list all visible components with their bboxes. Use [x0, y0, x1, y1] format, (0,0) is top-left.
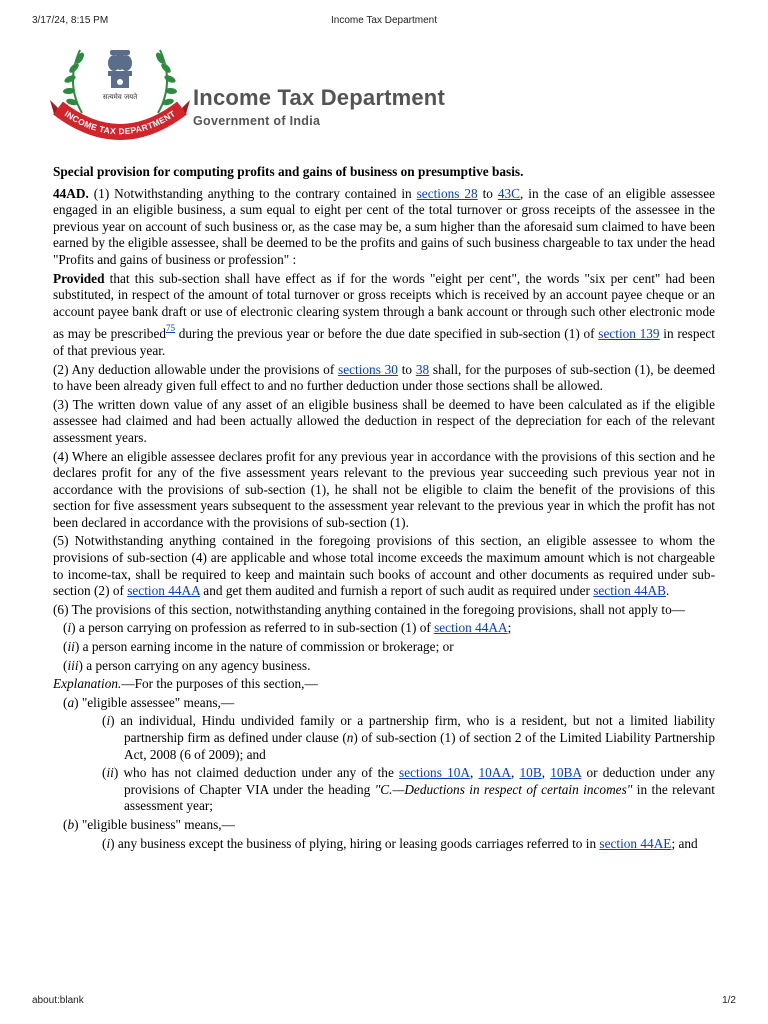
- logo-motto: सत्यमेव जयते: [102, 93, 138, 101]
- clause-6-ii: (ii) a person earning income in the nature of commission or brokerage; or: [63, 639, 454, 655]
- department-logo: [50, 38, 190, 148]
- sub-section-3: (3) The written down value of any asset of an eligible business shall be deemed to have been calculated as if the eligible assessee had claimed and had been actually allowed the deduction in respect of the depreciation for each of the relevant assessment years.: [53, 396, 715, 445]
- link-10aa[interactable]: 10AA: [478, 765, 512, 781]
- link-section-139[interactable]: section 139: [598, 326, 660, 342]
- link-38[interactable]: 38: [415, 361, 430, 377]
- print-url: about:blank: [32, 995, 84, 1006]
- explanation-a-i: (i) an individual, Hindu undivided family or a partnership firm, who is a resident, but not a limited liability partnership firm as defined under clause (n) of sub-section (1) of section 2 of the Limited Liability Partnership Act, 2008 (6 of 2009); and: [102, 713, 715, 762]
- link-10ba[interactable]: 10BA: [550, 765, 582, 781]
- link-section-44aa[interactable]: section 44AA: [127, 583, 200, 599]
- sub-section-1: 44AD. (1) Notwithstanding anything to the contrary contained in sections 28 to 43C, in the case of an eligible assessee engaged in an eligible business, a sum equal to eight per cent of the total turnover or gross receipts of the assessee in the previous year on account of such business or, as the case may be, a sum higher than the aforesaid sum claimed to have been earned by the eligible assessee, shall be deemed to be the profits and gains of such business chargeable to tax under the head "Profits and gains of business or profession" :: [53, 185, 715, 267]
- link-section-44aa-clause[interactable]: section 44AA: [434, 620, 508, 636]
- section-heading: Special provision for computing profits and gains of business on presumptive basis.: [53, 164, 524, 179]
- link-10b[interactable]: 10B: [519, 765, 542, 781]
- clause-6-iii: (iii) a person carrying on any agency business.: [63, 657, 311, 673]
- sub-section-4: (4) Where an eligible assessee declares profit for any previous year in accordance with the provisions of this section and he declares profit for any of the five assessment years relevant to the previous year succeeding such previous year not in accordance with the provisions of sub-section (1), he shall not be eligible to claim the benefit of the provisions of this section for five assessment years subsequent to the assessment year relevant to the previous year in which the profit has not been declared in accordance with the provisions of sub-section (1).: [53, 448, 715, 530]
- section-text: [53, 164, 715, 854]
- link-43c[interactable]: 43C: [497, 185, 521, 201]
- proviso: Provided that this sub-section shall have effect as if for the words "eight per cent", the words "six per cent" had been substituted, in respect of the amount of total turnover or gross receipts which is received by an account payee cheque or an account payee bank draft or use of electronic clearing system through a bank account or through such other electronic mode as may be prescribed$^{75}$ during the previous year or before the due date specified in sub-section (1) of section 139 in respect of that previous year.: [53, 270, 715, 358]
- page-number: 1/2: [722, 995, 736, 1006]
- link-section-44ae[interactable]: section 44AE: [599, 835, 672, 851]
- brand-block: [193, 86, 445, 128]
- footnote-link-75[interactable]: 75: [166, 323, 175, 334]
- link-sections-10a[interactable]: sections 10A: [399, 765, 470, 781]
- explanation-b-i: (i) any business except the business of plying, hiring or leasing goods carriages referred to in section 44AE; and: [102, 835, 698, 851]
- section-number: 44AD.: [53, 185, 89, 201]
- sub-section-5: (5) Notwithstanding anything contained in the foregoing provisions of this section, an eligible assessee to whom the provisions of sub-section (4) are applicable and whose total income exceeds the maximum amount which is not chargeable to income-tax, shall be required to keep and maintain such books of account and other documents as required under sub-section (2) of section 44AA and get them audited and furnish a report of such audit as required under section 44AB.: [53, 533, 715, 599]
- logo-ribbon-text: INCOME TAX DEPARTMENT: [62, 108, 178, 137]
- link-section-44ab[interactable]: section 44AB: [593, 583, 666, 599]
- link-sections-30[interactable]: sections 30: [338, 361, 398, 377]
- logo-emblem-icon: [50, 38, 190, 148]
- brand-subtitle: Government of India: [193, 114, 321, 128]
- link-sections-28[interactable]: sections 28: [416, 185, 478, 201]
- sub-section-6: (6) The provisions of this section, notwithstanding anything contained in the foregoing provisions, shall not apply to—: [53, 601, 686, 617]
- print-title: Income Tax Department: [331, 15, 437, 26]
- clause-6-i: (i) a person carrying on profession as referred to in sub-section (1) of section 44AA;: [63, 620, 512, 636]
- explanation-a: (a) "eligible assessee" means,—: [63, 694, 235, 710]
- svg-text:INCOME TAX DEPARTMENT: [63, 108, 178, 136]
- print-date: 3/17/24, 8:15 PM: [32, 15, 109, 26]
- explanation-b: (b) "eligible business" means,—: [63, 816, 235, 832]
- brand-title: Income Tax Department: [193, 85, 445, 110]
- explanation: Explanation.—For the purposes of this section,—: [53, 676, 318, 692]
- explanation-a-ii: (ii) who has not claimed deduction under any of the sections 10A, 10AA, 10B, 10BA or deduction under any provisions of Chapter VIA under the heading "C.—Deductions in respect of certain incomes" in the relevant assessment year;: [102, 765, 715, 814]
- sub-section-2: (2) Any deduction allowable under the provisions of sections 30 to 38 shall, for the purposes of sub-section (1), be deemed to have been already given full effect to and no further deduction under those sections shall be allowed.: [53, 361, 715, 394]
